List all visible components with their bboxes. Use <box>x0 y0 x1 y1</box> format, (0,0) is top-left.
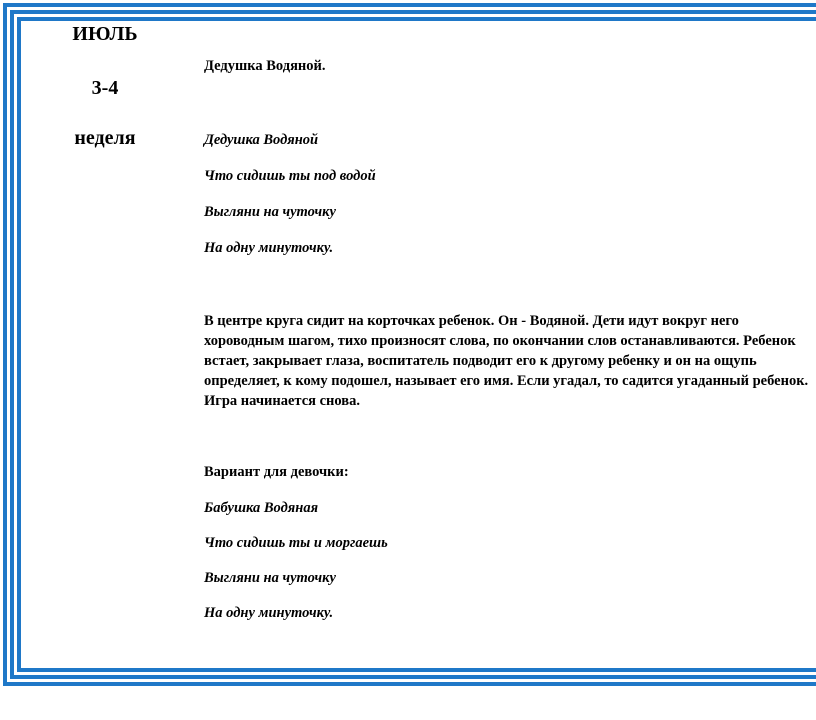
rules-line: В центре круга сидит на корточках ребенок. Он - Водяной. Дети идут вокруг него <box>204 313 739 329</box>
rules-line: Игра начинается снова. <box>204 393 360 409</box>
week-label: неделя <box>74 127 136 149</box>
verse-line: На одну минуточку. <box>204 605 334 621</box>
verse-line: Выгляни на чуточку <box>204 204 336 220</box>
variant-heading: Вариант для девочки: <box>204 464 349 480</box>
game-description <box>204 57 816 622</box>
verse-grandfather <box>204 131 816 257</box>
verse-grandmother <box>204 499 816 622</box>
month-label: ИЮЛЬ <box>72 23 138 45</box>
game-title: Дедушка Водяной. <box>204 58 326 74</box>
verse-line: Что сидишь ты и моргаешь <box>204 535 388 551</box>
verse-line: На одну минуточку. <box>204 240 334 256</box>
verse-line: Бабушка Водяная <box>204 500 319 516</box>
verse-line: Что сидишь ты под водой <box>204 168 376 184</box>
rules-line: встает, закрывает глаза, воспитатель подводит его к другому ребенку и он на ощупь <box>204 353 757 369</box>
weeks-range: 3-4 <box>91 77 119 99</box>
verse-line: Выгляни на чуточку <box>204 570 336 586</box>
rules-line: определяет, к кому подошел, называет его имя. Если угадал, то садится угаданный ребенок. <box>204 373 809 389</box>
verse-line: Дедушка Водяной <box>204 132 319 148</box>
rules-line: хороводным шагом, тихо произносят слова, по окончании слов останавливаются. Ребенок <box>204 333 796 349</box>
date-sidebar <box>50 18 160 164</box>
game-rules <box>204 311 816 411</box>
